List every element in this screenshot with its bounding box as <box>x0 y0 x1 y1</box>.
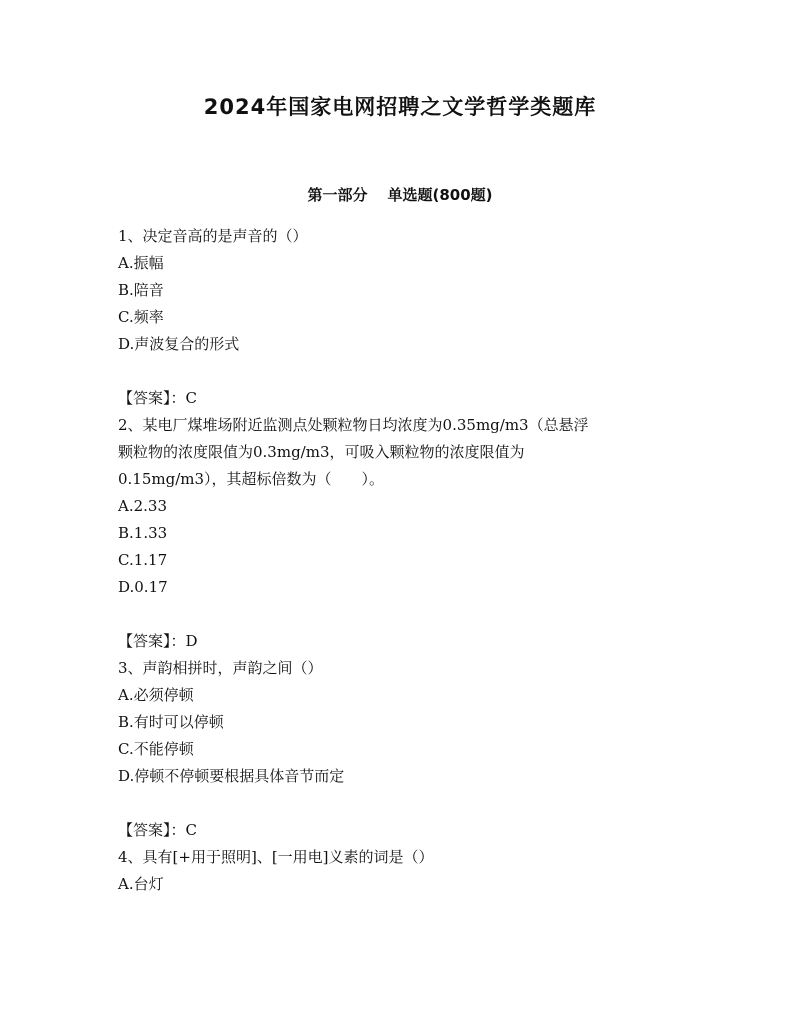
spacer <box>118 601 684 628</box>
option-c: C.不能停顿 <box>118 740 194 758</box>
option-c: C.1.17 <box>118 551 168 569</box>
option-a: A.台灯 <box>118 875 164 893</box>
question-stem-line-1: 2、某电厂煤堆场附近监测点处颗粒物日均浓度为0.35mg/m3（总悬浮 <box>118 416 589 434</box>
option-b: B.1.33 <box>118 524 168 542</box>
question-stem-line-2: 颗粒物的浓度限值为0.3mg/m3，可吸入颗粒物的浓度限值为 <box>118 443 525 461</box>
option-b: B.陪音 <box>118 281 164 299</box>
answer-label: 【答案】： <box>118 821 186 839</box>
question-list <box>118 223 684 898</box>
spacer <box>118 358 684 385</box>
answer-label: 【答案】： <box>118 389 186 407</box>
answer-label: 【答案】： <box>118 632 186 650</box>
option-a: A.必须停顿 <box>118 686 194 704</box>
answer-value: C <box>185 821 197 839</box>
question-stem: 4、具有[+用于照明]、[一用电]义素的词是（） <box>118 848 434 866</box>
question-stem: 1、决定音高的是声音的（） <box>118 227 308 245</box>
answer-row <box>118 628 684 655</box>
option-d: D.0.17 <box>118 578 168 596</box>
question-1 <box>118 223 684 412</box>
page-title: 2024年国家电网招聘之文学哲学类题库 <box>203 95 597 119</box>
answer-row <box>118 817 684 844</box>
option-b: B.有时可以停顿 <box>118 713 224 731</box>
question-stem-line-3: 0.15mg/m3），其超标倍数为（ ）。 <box>118 470 385 488</box>
section-name: 单选题(800题) <box>387 186 493 204</box>
question-3 <box>118 655 684 844</box>
option-d: D.声波复合的形式 <box>118 335 240 353</box>
section-heading <box>0 184 800 206</box>
question-2 <box>118 412 684 655</box>
spacer <box>118 790 684 817</box>
option-d: D.停顿不停顿要根据具体音节而定 <box>118 767 345 785</box>
section-part: 第一部分 <box>307 186 368 204</box>
answer-value: D <box>185 632 198 650</box>
answer-row <box>118 385 684 412</box>
question-stem: 3、声韵相拼时，声韵之间（） <box>118 659 323 677</box>
option-a: A.2.33 <box>118 497 167 515</box>
answer-value: C <box>185 389 197 407</box>
option-a: A.振幅 <box>118 254 164 272</box>
option-c: C.频率 <box>118 308 164 326</box>
question-4 <box>118 844 684 898</box>
